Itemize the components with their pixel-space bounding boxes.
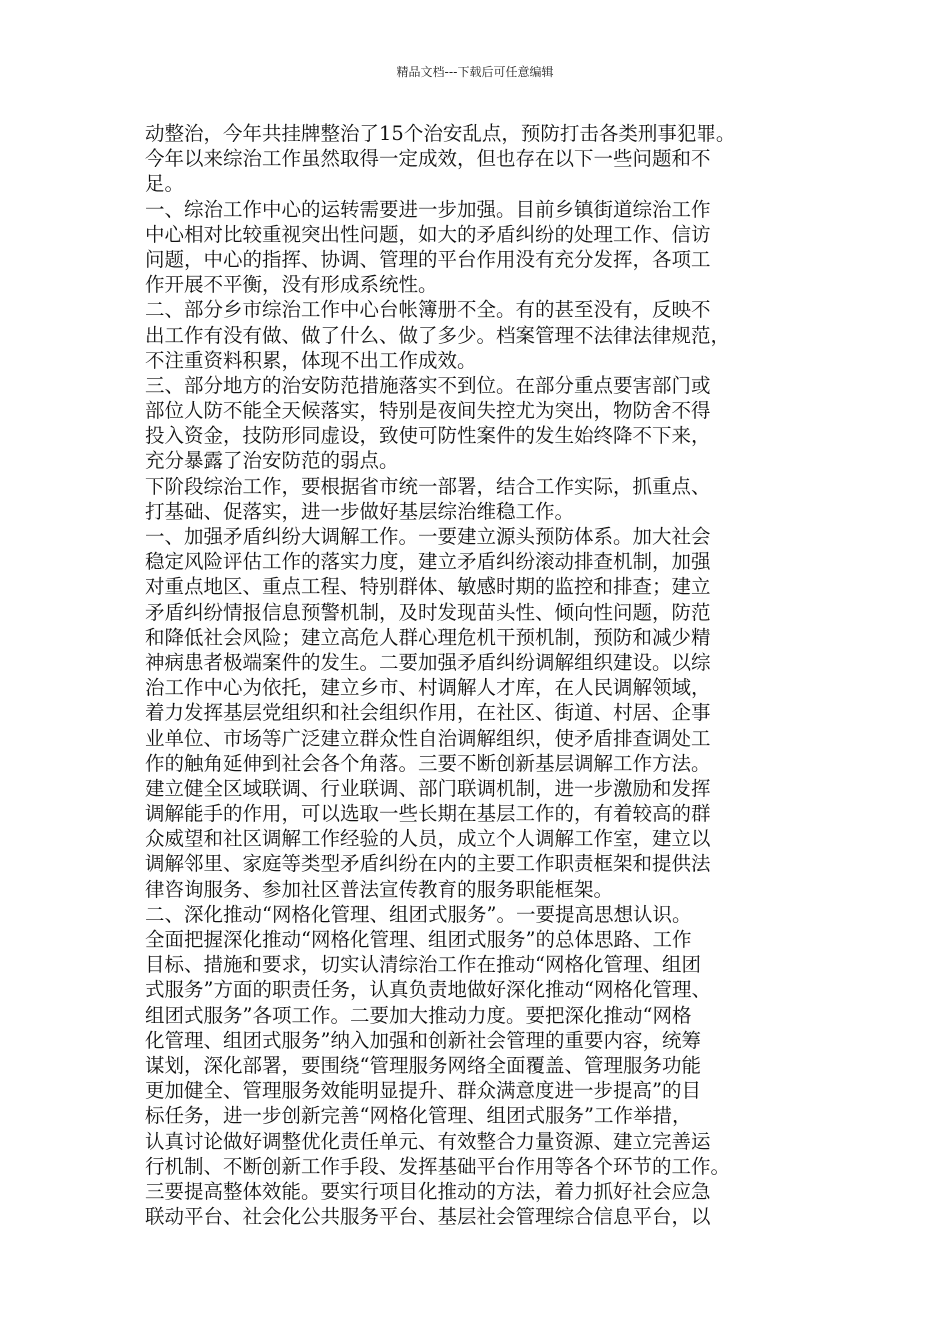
text-line: 作的触角延伸到社会各个角落。三要不断创新基层调解工作方法。	[145, 751, 711, 775]
text-line: 调解邻里、家庭等类型矛盾纠纷在内的主要工作职责框架和提供法	[145, 852, 711, 876]
text-line: 出工作有没有做、做了什么、做了多少。档案管理不法律法律规范，	[145, 323, 731, 347]
text-line: 目标、措施和要求，切实认清综治工作在推动“网格化管理、组团	[145, 953, 701, 977]
text-line: 今年以来综治工作虽然取得一定成效，但也存在以下一些问题和不	[145, 147, 711, 171]
text-line: 三、部分地方的治安防范措施落实不到位。在部分重点要害部门或	[145, 373, 711, 397]
text-line: 一、综治工作中心的运转需要进一步加强。目前乡镇街道综治工作	[145, 197, 711, 221]
text-line: 投入资金，技防形同虚设，致使可防性案件的发生始终降不下来，	[145, 424, 711, 448]
text-line: 作开展不平衡，没有形成系统性。	[145, 273, 438, 297]
text-line: 二、深化推动“网格化管理、组团式服务”。一要提高思想认识。	[145, 902, 692, 926]
text-line: 三要提高整体效能。要实行项目化推动的方法，着力抓好社会应急	[145, 1179, 711, 1203]
text-line: 式服务”方面的职责任务，认真负责地做好深化推动“网格化管理、	[145, 978, 711, 1002]
text-line: 下阶段综治工作，要根据省市统一部署，结合工作实际，抓重点、	[145, 474, 711, 498]
text-line: 打基础、促落实，进一步做好基层综治维稳工作。	[145, 499, 575, 523]
text-line: 中心相对比较重视突出性问题，如大的矛盾纠纷的处理工作、信访	[145, 222, 711, 246]
text-line: 和降低社会风险；建立高危人群心理危机干预机制，预防和减少精	[145, 625, 711, 649]
text-line: 矛盾纠纷情报信息预警机制，及时发现苗头性、倾向性问题，防范	[145, 600, 711, 624]
text-line: 着力发挥基层党组织和社会组织作用，在社区、街道、村居、企事	[145, 701, 711, 725]
text-line: 部位人防不能全天候落实，特别是夜间失控尤为突出，物防舍不得	[145, 399, 711, 423]
text-line: 谋划，深化部署，要围绕“管理服务网络全面覆盖、管理服务功能	[145, 1053, 701, 1077]
text-line: 二、部分乡市综治工作中心台帐簿册不全。有的甚至没有，反映不	[145, 298, 711, 322]
text-line: 充分暴露了治安防范的弱点。	[145, 449, 399, 473]
text-line: 足。	[145, 172, 185, 196]
text-line: 稳定风险评估工作的落实力度，建立矛盾纠纷滚动排查机制，加强	[145, 550, 711, 574]
text-line: 全面把握深化推动“网格化管理、组团式服务”的总体思路、工作	[145, 928, 692, 951]
text-line: 律咨询服务、参加社区普法宣传教育的服务职能框架。	[145, 877, 614, 901]
text-line: 联动平台、社会化公共服务平台、基层社会管理综合信息平台，以	[145, 1205, 711, 1229]
document-body	[145, 121, 813, 1229]
text-line: 化管理、组团式服务”纳入加强和创新社会管理的重要内容，统筹	[145, 1028, 701, 1052]
text-line: 对重点地区、重点工程、特别群体、敏感时期的监控和排查；建立	[145, 575, 711, 599]
text-line: 一、加强矛盾纠纷大调解工作。一要建立源头预防体系。加大社会	[145, 525, 711, 548]
text-line: 建立健全区域联调、行业联调、部门联调机制，进一步激励和发挥	[145, 776, 711, 800]
text-line: 不注重资料积累，体现不出工作成效。	[145, 348, 477, 372]
text-line: 问题，中心的指挥、协调、管理的平台作用没有充分发挥，各项工	[145, 247, 711, 271]
text-line: 神病患者极端案件的发生。二要加强矛盾纠纷调解组织建设。以综	[145, 650, 711, 674]
page-header: 精品文档---下载后可任意编辑	[396, 65, 554, 79]
text-line: 动整治，今年共挂牌整治了15个治安乱点，预防打击各类刑事犯罪。	[145, 122, 736, 145]
text-line: 治工作中心为依托，建立乡市、村调解人才库，在人民调解领域，	[145, 676, 711, 700]
text-line: 认真讨论做好调整优化责任单元、有效整合力量资源、建立完善运	[145, 1129, 711, 1153]
text-line: 更加健全、管理服务效能明显提升、群众满意度进一步提高”的目	[145, 1079, 701, 1103]
text-line: 标任务，进一步创新完善“网格化管理、组团式服务”工作举措，	[145, 1104, 692, 1128]
text-line: 调解能手的作用，可以选取一些长期在基层工作的，有着较高的群	[145, 802, 711, 826]
text-line: 行机制、不断创新工作手段、发挥基础平台作用等各个环节的工作。	[145, 1154, 731, 1178]
text-line: 业单位、市场等广泛建立群众性自治调解组织，使矛盾排查调处工	[145, 726, 711, 750]
text-line: 众威望和社区调解工作经验的人员，成立个人调解工作室，建立以	[145, 827, 711, 851]
text-line: 组团式服务”各项工作。二要加大推动力度。要把深化推动“网格	[145, 1003, 692, 1027]
